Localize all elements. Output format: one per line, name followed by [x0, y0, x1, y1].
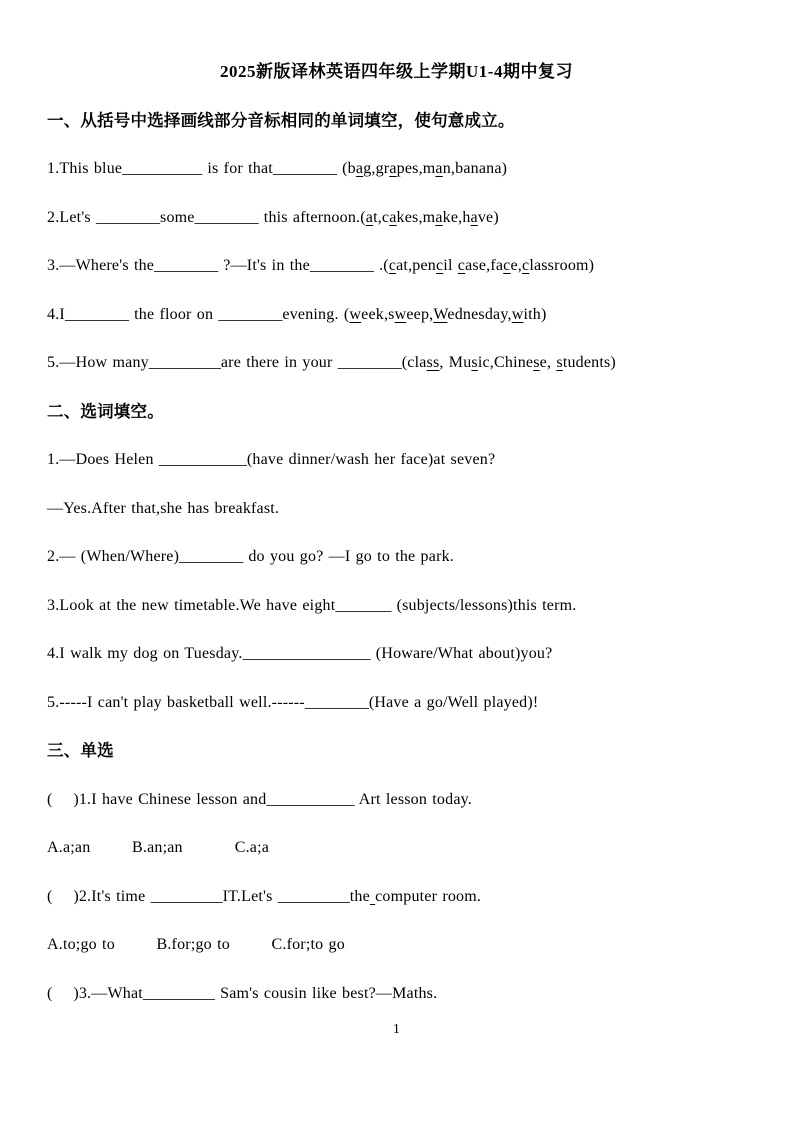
text-segment: (b — [336, 160, 356, 177]
text-segment: are there in your — [220, 354, 338, 371]
fill-in-blank: ________ — [154, 257, 219, 274]
fill-in-blank: __________ — [122, 160, 203, 177]
exercise-line — [47, 533, 746, 582]
text-segment: .( — [373, 257, 389, 274]
text-segment: the — [349, 887, 370, 905]
text-segment: lassroom) — [529, 257, 595, 274]
text-segment: do you go? —I go to the park. — [243, 548, 454, 565]
text-segment: Art lesson today. — [354, 790, 472, 808]
exercise-line — [47, 630, 746, 679]
exercise-line — [47, 679, 746, 728]
text-segment: 1.This blue — [47, 160, 123, 177]
text-segment: A.to;go to B.for;go to C.for;to go — [47, 936, 345, 953]
text-segment: kes,m — [396, 208, 436, 226]
underlined-letter: s — [556, 354, 563, 371]
text-segment: , Mu — [439, 354, 472, 371]
underlined-letter: s — [471, 354, 478, 371]
underlined-letter: a — [435, 208, 443, 226]
text-segment: tudents) — [562, 354, 616, 371]
underlined-letter: c — [388, 257, 397, 274]
underlined-letter: a — [470, 208, 478, 226]
exercise-line — [47, 291, 746, 340]
exercise-line — [47, 145, 746, 194]
text-segment: ?—It's in the — [218, 257, 310, 274]
section-multiple-choice-heading: 三、单选 — [47, 741, 114, 760]
text-segment: eek,s — [361, 305, 395, 323]
text-segment: ( )2.It's time — [47, 887, 151, 905]
exercise-line — [47, 436, 746, 485]
fill-in-blank: ___________ — [158, 451, 247, 468]
section-multiple-choice — [47, 727, 746, 1018]
exercise-line — [47, 824, 746, 873]
exercise-line — [47, 873, 746, 922]
text-segment: is for that — [202, 160, 273, 177]
underlined-letter: s — [533, 354, 540, 371]
section-multiple-choice-lines — [47, 776, 746, 1019]
exercise-line — [47, 485, 746, 534]
text-segment: e, — [539, 354, 557, 371]
underlined-letter: a — [389, 208, 397, 226]
text-segment: 3.—Where's the — [47, 257, 155, 274]
fill-in-blank: ________ — [272, 160, 337, 177]
text-segment: A.a;an B.an;an C.a;a — [47, 839, 270, 856]
text-segment: ( )1.I have Chinese lesson and — [47, 790, 267, 808]
text-segment: 4.I — [47, 305, 65, 323]
underlined-letter: a — [435, 160, 443, 177]
fill-in-blank: _______ — [335, 596, 392, 614]
fill-in-blank: ___________ — [266, 790, 355, 808]
fill-in-blank: ________ — [309, 257, 374, 274]
text-segment: t,c — [373, 208, 390, 226]
section-phonetics — [47, 97, 746, 388]
text-segment: computer room. — [375, 887, 482, 905]
exercise-line — [47, 242, 746, 291]
text-segment: n,banana) — [442, 160, 508, 177]
fill-in-blank: ________ — [194, 208, 259, 226]
text-segment: 3.Look at the new timetable.We have eight — [47, 596, 336, 614]
fill-in-blank: ________________ — [242, 645, 371, 662]
fill-in-blank: ________ — [64, 305, 129, 323]
exercise-line — [47, 776, 746, 825]
section-word-choice-heading: 二、选词填空。 — [47, 401, 164, 421]
text-segment: (Howare/What about)you? — [370, 645, 553, 662]
text-segment: ith) — [523, 305, 547, 323]
fill-in-blank: ________ — [304, 693, 369, 711]
text-segment: Sam's cousin like best?—Maths. — [214, 984, 438, 1002]
underlined-letter: w — [349, 305, 362, 323]
text-segment: 4.I walk my dog on Tuesday. — [47, 645, 243, 662]
text-segment: ase,fa — [465, 257, 504, 274]
exercise-line — [47, 339, 746, 388]
underlined-letter: w — [394, 305, 407, 323]
underlined-letter: a — [389, 160, 397, 177]
underlined-letter: ss — [426, 354, 440, 371]
text-segment: evening. ( — [282, 305, 350, 323]
section-word-choice — [47, 388, 746, 728]
text-segment: IT.Let's — [222, 887, 278, 905]
text-segment: ke,h — [442, 208, 471, 226]
text-segment: some — [160, 208, 195, 226]
fill-in-blank: _________ — [148, 354, 221, 371]
fill-in-blank: ________ — [179, 548, 244, 565]
text-segment: e, — [510, 257, 522, 274]
text-segment: 2.— (When/Where) — [47, 548, 180, 565]
page-number: 1 — [392, 1022, 401, 1037]
text-segment: ic,Chine — [477, 354, 534, 371]
text-segment: eep, — [406, 305, 434, 323]
text-segment: 1.—Does Helen — [47, 451, 159, 468]
exercise-line — [47, 582, 746, 631]
text-segment: (Have a go/Well played)! — [368, 693, 539, 711]
fill-in-blank: _________ — [142, 984, 215, 1002]
underlined-letter: c — [435, 257, 444, 274]
underlined-letter: a — [355, 160, 364, 177]
text-segment: pes,m — [396, 160, 436, 177]
text-segment: 2.Let's — [47, 208, 97, 226]
underlined-letter: w — [511, 305, 524, 323]
text-segment: the floor on — [128, 305, 219, 323]
underlined-letter: c — [457, 257, 466, 274]
text-segment: 5.-----I can't play basketball well.------ — [47, 693, 305, 711]
text-segment: il — [443, 257, 458, 274]
text-segment: —Yes.After that,she has breakfast. — [47, 499, 280, 517]
underlined-letter: c — [503, 257, 511, 274]
underlined-letter: W — [433, 305, 448, 323]
text-segment: at,pen — [396, 257, 436, 274]
text-segment: (have dinner/wash her face)at seven? — [246, 451, 496, 468]
fill-in-blank: ________ — [337, 354, 402, 371]
exercise-line — [47, 921, 746, 970]
text-segment: ve) — [477, 208, 499, 226]
text-segment: (subjects/lessons)this term. — [391, 596, 577, 614]
fill-in-blank: ________ — [96, 208, 161, 226]
exercise-line — [47, 970, 746, 1019]
fill-in-blank: ________ — [218, 305, 283, 323]
fill-in-blank: _________ — [150, 887, 223, 905]
text-segment: 5.—How many — [47, 354, 149, 371]
underlined-letter: a — [365, 208, 374, 226]
text-segment: ( )3.—What — [47, 984, 143, 1002]
section-word-choice-lines — [47, 436, 746, 727]
section-phonetics-lines — [47, 145, 746, 388]
fill-in-blank: _________ — [277, 887, 350, 905]
text-segment: g,gr — [363, 160, 390, 177]
section-phonetics-heading: 一、从括号中选择画线部分音标相同的单词填空，使句意成立。 — [47, 110, 515, 130]
text-segment: ednesday, — [447, 305, 512, 323]
exercise-line — [47, 194, 746, 243]
text-segment: this afternoon.( — [258, 208, 366, 226]
underlined-letter: c — [522, 257, 530, 274]
text-segment: (cla — [401, 354, 427, 371]
document-title: 2025新版译林英语四年级上学期U1-4期中复习 — [220, 62, 573, 81]
